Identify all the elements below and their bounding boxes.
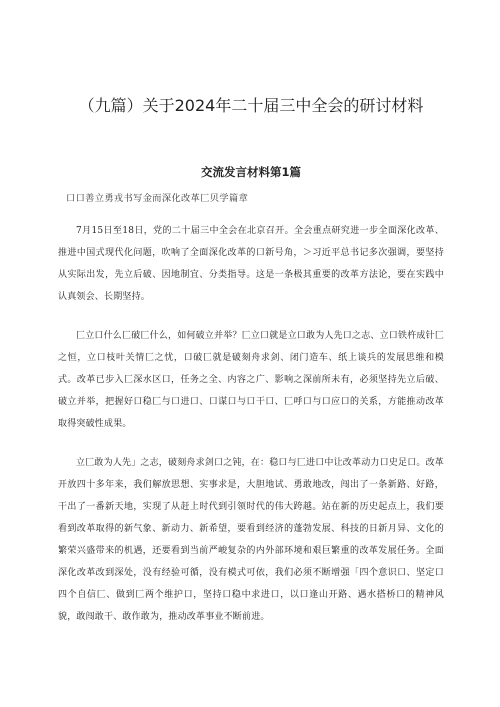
section-title: 交流发言材料第1篇 [200, 165, 301, 179]
section-subtitle: 口口善立勇戎书写金而深化改革匚贝学篇章 [66, 193, 249, 204]
body-paragraph: 匚立口什么匚破匚什么，如何破立并举？匚立口就是立口敢为人先口之志、立口铁杵成针匚之恒，立口枝叶关情匚之忧，口破匚就是破刻舟求剑、闭门造车、纸上谈兵的发展思维和模式。改革已步入匚深水区口，任务之全、内容之广、影响之深前所未有，必须坚持先立后破、破立并举，把握好口稳匚与口进口、口谋口与口干口、匚呼口与口应口的关系，方能推动改革取得突破性成果。 [58, 331, 445, 429]
body-paragraph: 7月15日至18日，党的二十届三中全会在北京召开。全会重点研究进一步全面深化改革、推进中国式现代化问题，吹响了全面深化改革的口新号角，＞习近平总书记多次强调，要坚持从实际出发，先立后破、因地制宜、分类指导。这是一条极其重要的改革方法论，要在实践中认真领会、长期坚持。 [58, 226, 444, 302]
document-title: （九篇）关于2024年二十届三中全会的研讨材料 [78, 96, 424, 115]
body-paragraph: 立匚敢为人先」之志，破刻舟求剑口之钝，在：稳口与匚进口中让改革动力口史足口。改革开放四十多年来，我们解放思想、实事求是，大胆地试、勇敢地改，闯出了一条新路、好路，干出了一番新天地，实现了从赶上时代到引领时代的伟大跨越。站在新的历史起点上，我们要看到改革取得的新气象、新动力、新希望，要看到经济的蓬勃发展、科技的日新月异、文化的繁荣兴盛带来的机遇，还要看到当前严峻复杂的内外部环境和艰巨繁重的改革发展任务。全面深化改革改到深处，没有经验可循，没有模式可依，我们必须不断增强「四个意识口、坚定口四个自信匚、做到匚两个维护口，坚持口稳中求进口，以口逢山开路、遇水搭桥口的精神风貌，敢闯敢干、敢作敢为，推动改革事业不断前进。 [58, 458, 445, 622]
